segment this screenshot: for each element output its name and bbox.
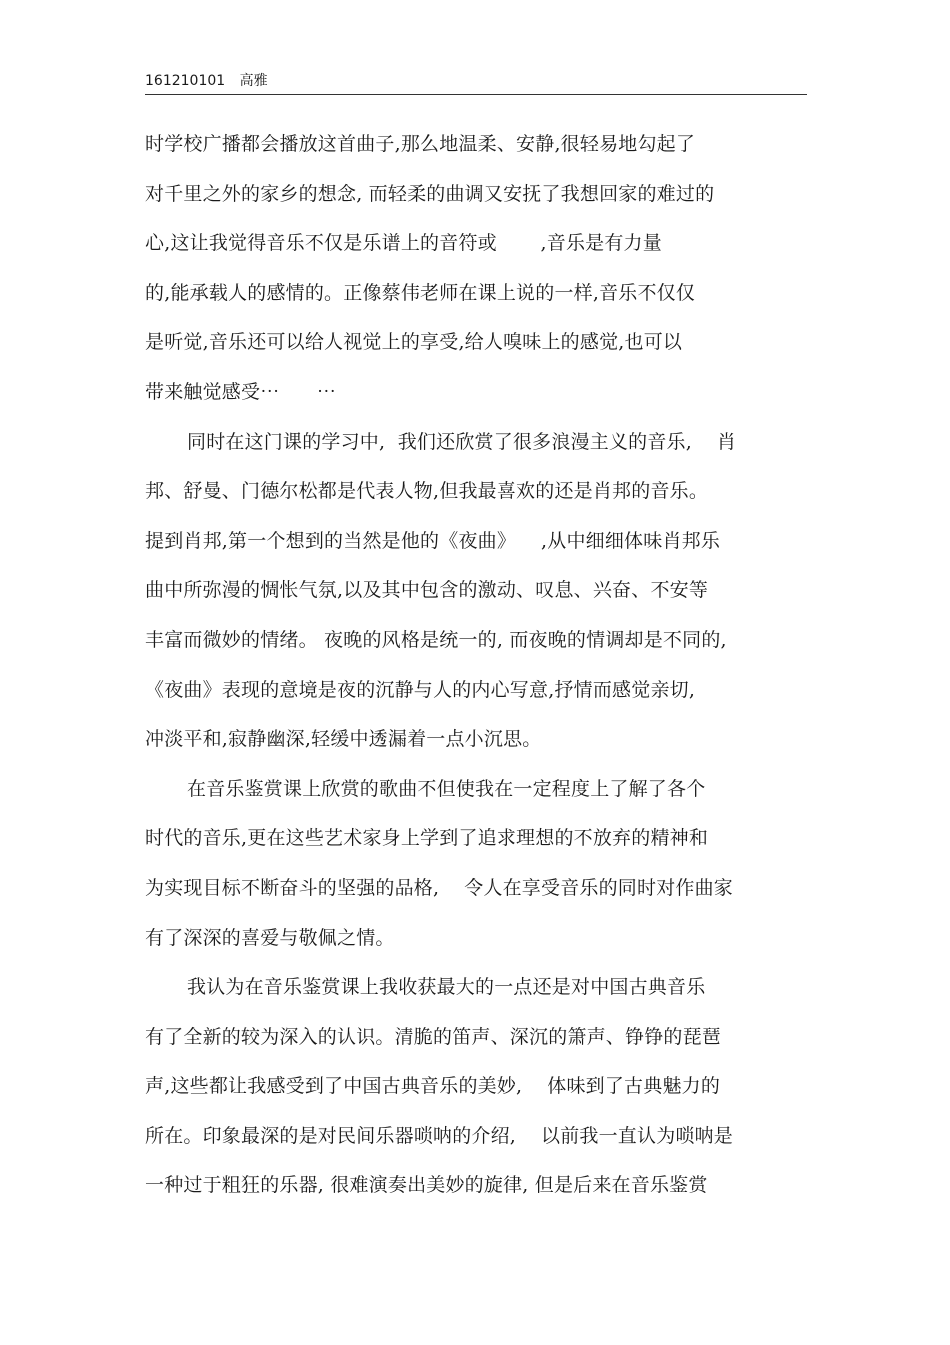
text-line: 是听觉,音乐还可以给人视觉上的享受,给人嗅味上的感觉,也可以 xyxy=(145,331,683,354)
text-line: 时学校广播都会播放这首曲子,那么地温柔、安静,很轻易地勾起了 xyxy=(145,133,696,155)
text-line: 《夜曲》表现的意境是夜的沉静与人的内心写意,抒情而感觉亲切, xyxy=(145,678,696,701)
paragraph xyxy=(145,120,785,418)
text-line: 有了全新的较为深入的认识。清脆的笛声、深沉的箫声、铮铮的琵琶 xyxy=(145,1025,722,1048)
page-header xyxy=(145,70,807,95)
text-line: 对千里之外的家乡的想念, 而轻柔的曲调又安抚了我想回家的难过的 xyxy=(145,182,715,205)
paragraph xyxy=(145,765,785,963)
text-line: 时代的音乐,更在这些艺术家身上学到了追求理想的不放弃的精神和 xyxy=(145,827,709,850)
text-line: 有了深深的喜爱与敬佩之情。 xyxy=(145,926,395,949)
paragraph xyxy=(145,418,785,765)
text-line: 邦、舒曼、门德尔松都是代表人物,但我最喜欢的还是肖邦的音乐。 xyxy=(145,480,709,503)
text-line: 心,这让我觉得音乐不仅是乐谱上的音符或 ,音乐是有力量 xyxy=(145,232,662,255)
text-line: 所在。印象最深的是对民间乐器唢呐的介绍, 以前我一直认为唢呐是 xyxy=(145,1124,733,1147)
text-line: 的,能承载人的感情的。正像蔡伟老师在课上说的一样,音乐不仅仅 xyxy=(145,281,696,304)
text-line: 一种过于粗狂的乐器, 很难演奏出美妙的旋律, 但是后来在音乐鉴赏 xyxy=(145,1174,708,1197)
student-name: 高雅 xyxy=(239,73,268,89)
text-line: 提到肖邦,第一个想到的当然是他的《夜曲》 ,从中细细体味肖邦乐 xyxy=(145,529,721,552)
text-line: 我认为在音乐鉴赏课上我收获最大的一点还是对中国古典音乐 xyxy=(187,976,706,999)
text-line: 声,这些都让我感受到了中国古典音乐的美妙, 体味到了古典魅力的 xyxy=(145,1075,721,1098)
text-line: 在音乐鉴赏课上欣赏的歌曲不但使我在一定程度上了解了各个 xyxy=(187,777,706,800)
text-line: 带来触觉感受⋯ ⋯ xyxy=(145,380,337,403)
student-id: 161210101 xyxy=(145,73,226,89)
text-line: 为实现目标不断奋斗的坚强的品格, 令人在享受音乐的同时对作曲家 xyxy=(145,876,733,899)
text-line: 冲淡平和,寂静幽深,轻缓中透漏着一点小沉思。 xyxy=(145,728,542,751)
text-line: 曲中所弥漫的惆怅气氛,以及其中包含的激动、叹息、兴奋、不安等 xyxy=(145,579,709,602)
paragraph xyxy=(145,963,785,1211)
essay-body xyxy=(145,120,785,1211)
text-line: 丰富而微妙的情绪。 夜晚的风格是统一的, 而夜晚的情调却是不同的, xyxy=(145,628,727,651)
text-line: 同时在这门课的学习中, 我们还欣赏了很多浪漫主义的音乐, 肖 xyxy=(187,430,737,453)
